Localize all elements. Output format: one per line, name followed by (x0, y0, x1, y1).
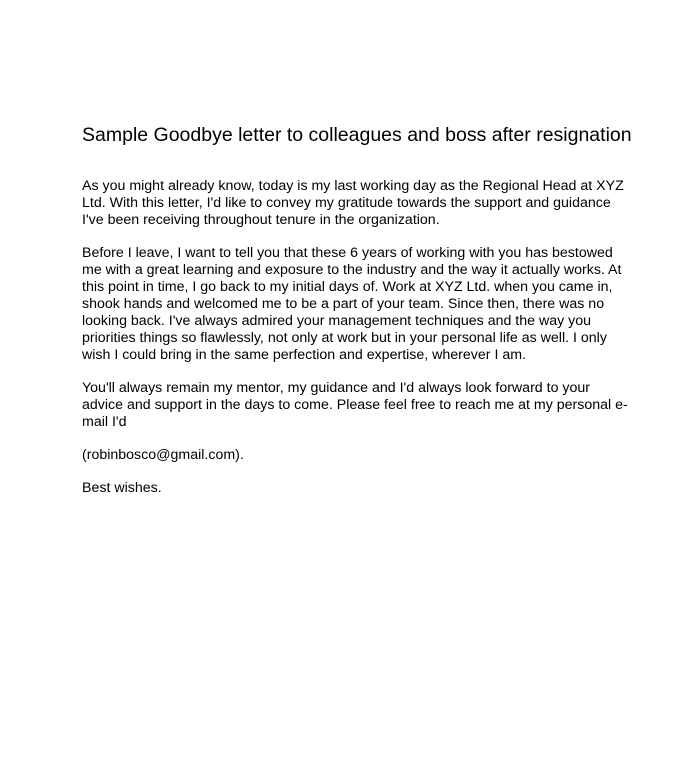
text-line: priorities things so flawlessly, not only at work but in your personal life as well. I only (82, 330, 607, 346)
paragraph-email (82, 447, 612, 464)
paragraph-announcement (82, 178, 624, 229)
text-line: I've been receiving throughout tenure in the organization. (82, 212, 440, 228)
paragraph-gratitude (82, 245, 622, 364)
text-line: this point in time, I go back to my initial days of. Work at XYZ Ltd. when you came in, (82, 279, 613, 295)
text-line: me with a great learning and exposure to the industry and the way it actually works. At (82, 262, 622, 278)
text-line: Ltd. With this letter, I'd like to convey my gratitude towards the support and guidance (82, 195, 611, 211)
paragraph-mentor (82, 380, 628, 431)
closing-line: Best wishes. (82, 480, 162, 496)
paragraph-closing (82, 480, 612, 497)
text-line: Before I leave, I want to tell you that these 6 years of working with you has bestowed (82, 245, 613, 261)
text-line: looking back. I've always admired your management techniques and the way you (82, 313, 592, 329)
text-line: You'll always remain my mentor, my guidance and I'd always look forward to your (82, 380, 590, 396)
letter-title: Sample Goodbye letter to colleagues and boss after resignation (82, 124, 632, 146)
letter-body (82, 178, 628, 513)
email-address: (robinbosco@gmail.com). (82, 447, 244, 463)
text-line: As you might already know, today is my last working day as the Regional Head at XYZ (82, 178, 624, 194)
text-line: wish I could bring in the same perfection and expertise, wherever I am. (82, 347, 526, 363)
text-line: shook hands and welcomed me to be a part of your team. Since then, there was no (82, 296, 605, 312)
text-line: advice and support in the days to come. Please feel free to reach me at my personal e- (82, 397, 628, 413)
text-line: mail I'd (82, 414, 127, 430)
